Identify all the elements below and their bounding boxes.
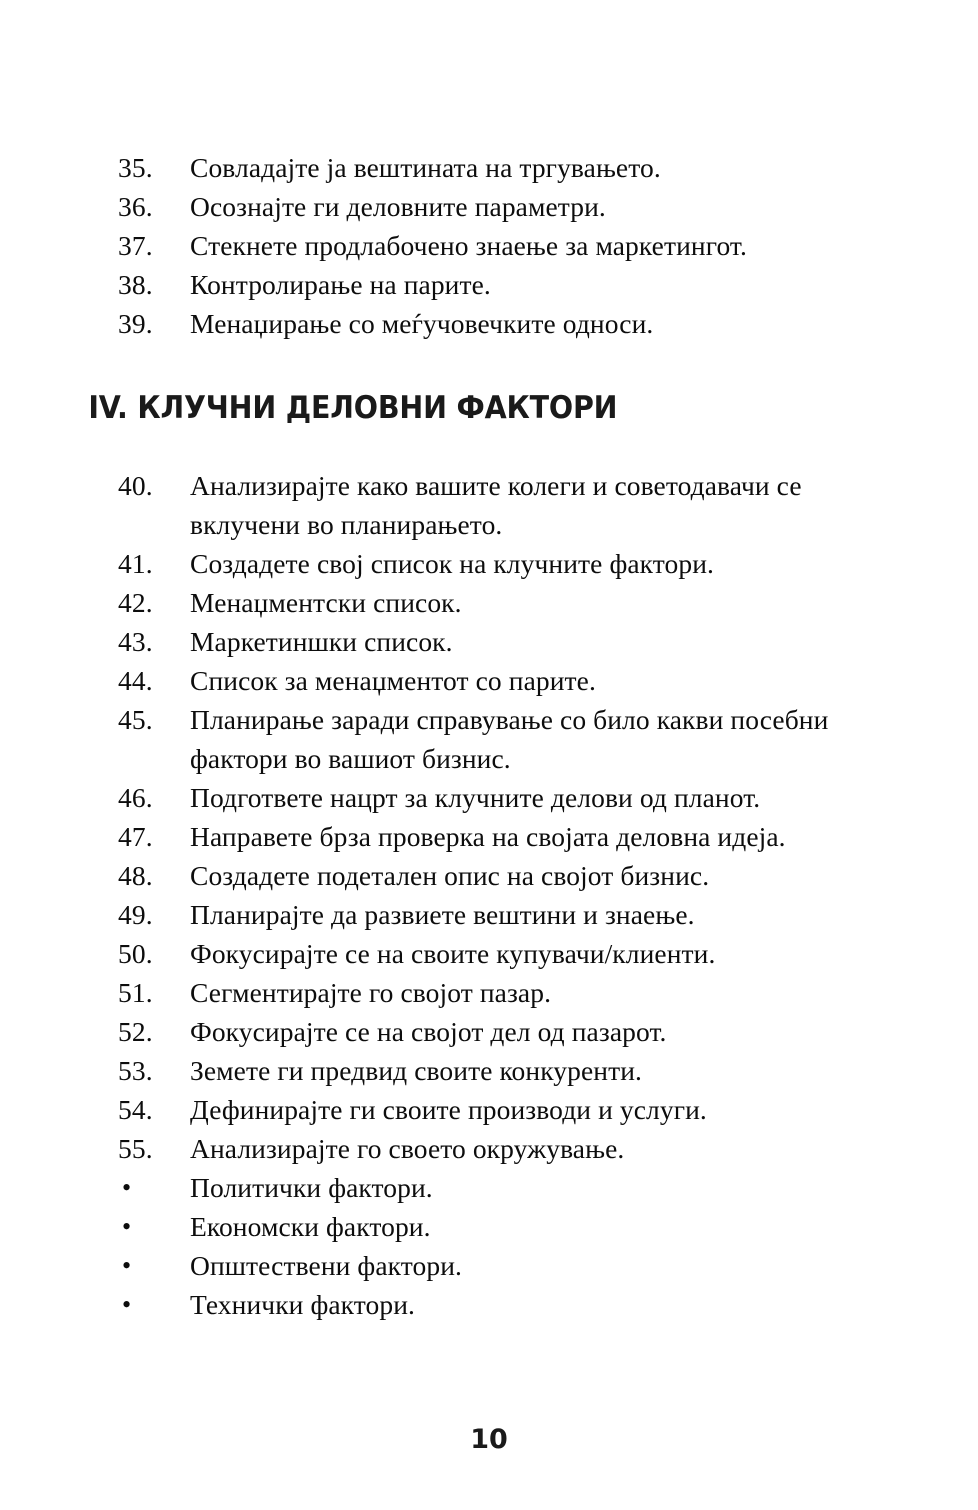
list-item-text: Фокусирајте се на своите купувачи/клиенти. bbox=[190, 938, 716, 969]
list-item-text: Планирајте да развиете вештини и знаење. bbox=[190, 899, 695, 930]
list-number: 37. bbox=[118, 230, 153, 261]
list-number: 41. bbox=[118, 548, 153, 579]
numbered-list-item bbox=[0, 226, 978, 265]
list-item-text: Сегментирајте го својот пазар. bbox=[190, 977, 552, 1008]
numbered-list-item bbox=[0, 700, 978, 778]
list-item-text: Земете ги предвид своите конкуренти. bbox=[190, 1055, 643, 1086]
bullet-marker: • bbox=[122, 1212, 132, 1241]
numbered-list-item bbox=[0, 583, 978, 622]
numbered-list-item bbox=[0, 148, 978, 187]
list-item-text: Маркетиншки список. bbox=[190, 626, 453, 657]
list-number: 44. bbox=[118, 665, 153, 696]
list-number: 51. bbox=[118, 977, 153, 1008]
bullet-marker: • bbox=[122, 1251, 132, 1280]
list-number: 53. bbox=[118, 1055, 153, 1086]
list-item-text: Менаџирање со меѓучовечките односи. bbox=[190, 308, 654, 339]
list-number: 36. bbox=[118, 191, 153, 222]
list-item-text: Политички фактори. bbox=[190, 1172, 433, 1203]
list-number: 45. bbox=[118, 704, 153, 735]
numbered-list-item bbox=[0, 895, 978, 934]
list-number: 35. bbox=[118, 152, 153, 183]
numbered-list-item bbox=[0, 661, 978, 700]
bulleted-list-factors bbox=[0, 1168, 978, 1324]
list-item-text: Совладајте ја вештината на тргувањето. bbox=[190, 152, 661, 183]
numbered-list-item bbox=[0, 1051, 978, 1090]
numbered-list-item bbox=[0, 466, 978, 544]
list-item-text: Планирање заради справување со било какви посебни фактори во вашиот бизнис. bbox=[190, 704, 829, 774]
list-item-text: Контролирање на парите. bbox=[190, 269, 491, 300]
section-heading: IV. КЛУЧНИ ДЕЛОВНИ ФАКТОРИ bbox=[88, 390, 618, 426]
list-item-text: Дефинирајте ги своите производи и услуги. bbox=[190, 1094, 707, 1125]
numbered-list-item bbox=[0, 544, 978, 583]
numbered-list-top bbox=[0, 148, 978, 343]
list-number: 38. bbox=[118, 269, 153, 300]
list-item-text: Направете брза проверка на својата деловна идеја. bbox=[190, 821, 786, 852]
bullet-marker: • bbox=[122, 1290, 132, 1319]
numbered-list-item bbox=[0, 778, 978, 817]
list-number: 43. bbox=[118, 626, 153, 657]
list-number: 54. bbox=[118, 1094, 153, 1125]
bullet-marker: • bbox=[122, 1173, 132, 1202]
numbered-list-item bbox=[0, 1129, 978, 1168]
bullet-list-item bbox=[0, 1207, 978, 1246]
list-item-text: Фокусирајте се на својот дел од пазарот. bbox=[190, 1016, 667, 1047]
numbered-list-item bbox=[0, 934, 978, 973]
list-number: 50. bbox=[118, 938, 153, 969]
list-number: 48. bbox=[118, 860, 153, 891]
bullet-list-item bbox=[0, 1246, 978, 1285]
list-number: 52. bbox=[118, 1016, 153, 1047]
list-number: 39. bbox=[118, 308, 153, 339]
page-number: 10 bbox=[470, 1424, 508, 1455]
list-item-text: Подгответе нацрт за клучните делови од планот. bbox=[190, 782, 761, 813]
numbered-list-main bbox=[0, 466, 978, 1168]
list-item-text: Список за менаџментот со парите. bbox=[190, 665, 596, 696]
list-item-text: Осознајте ги деловните параметри. bbox=[190, 191, 606, 222]
numbered-list-item bbox=[0, 973, 978, 1012]
numbered-list-item bbox=[0, 1090, 978, 1129]
list-item-text: Општествени фактори. bbox=[190, 1250, 462, 1281]
bullet-list-item bbox=[0, 1285, 978, 1324]
numbered-list-item bbox=[0, 622, 978, 661]
numbered-list-item bbox=[0, 1012, 978, 1051]
list-item-text: Создадете подетален опис на својот бизнис. bbox=[190, 860, 710, 891]
page-content bbox=[0, 148, 978, 1324]
list-item-text: Менаџментски список. bbox=[190, 587, 462, 618]
numbered-list-item bbox=[0, 265, 978, 304]
numbered-list-item bbox=[0, 817, 978, 856]
list-item-text: Економски фактори. bbox=[190, 1211, 431, 1242]
list-number: 46. bbox=[118, 782, 153, 813]
list-number: 55. bbox=[118, 1133, 153, 1164]
list-item-text: Анализирајте како вашите колеги и советодавачи се вклучени во планирањето. bbox=[190, 470, 802, 540]
numbered-list-item bbox=[0, 187, 978, 226]
numbered-list-item bbox=[0, 304, 978, 343]
list-item-text: Создадете свој список на клучните фактори. bbox=[190, 548, 715, 579]
list-number: 42. bbox=[118, 587, 153, 618]
list-item-text: Анализирајте го своето окружување. bbox=[190, 1133, 625, 1164]
list-number: 49. bbox=[118, 899, 153, 930]
bullet-list-item bbox=[0, 1168, 978, 1207]
list-item-text: Стекнете продлабочено знаење за маркетингот. bbox=[190, 230, 747, 261]
list-item-text: Технички фактори. bbox=[190, 1289, 416, 1320]
numbered-list-item bbox=[0, 856, 978, 895]
list-number: 40. bbox=[118, 470, 153, 501]
list-number: 47. bbox=[118, 821, 153, 852]
